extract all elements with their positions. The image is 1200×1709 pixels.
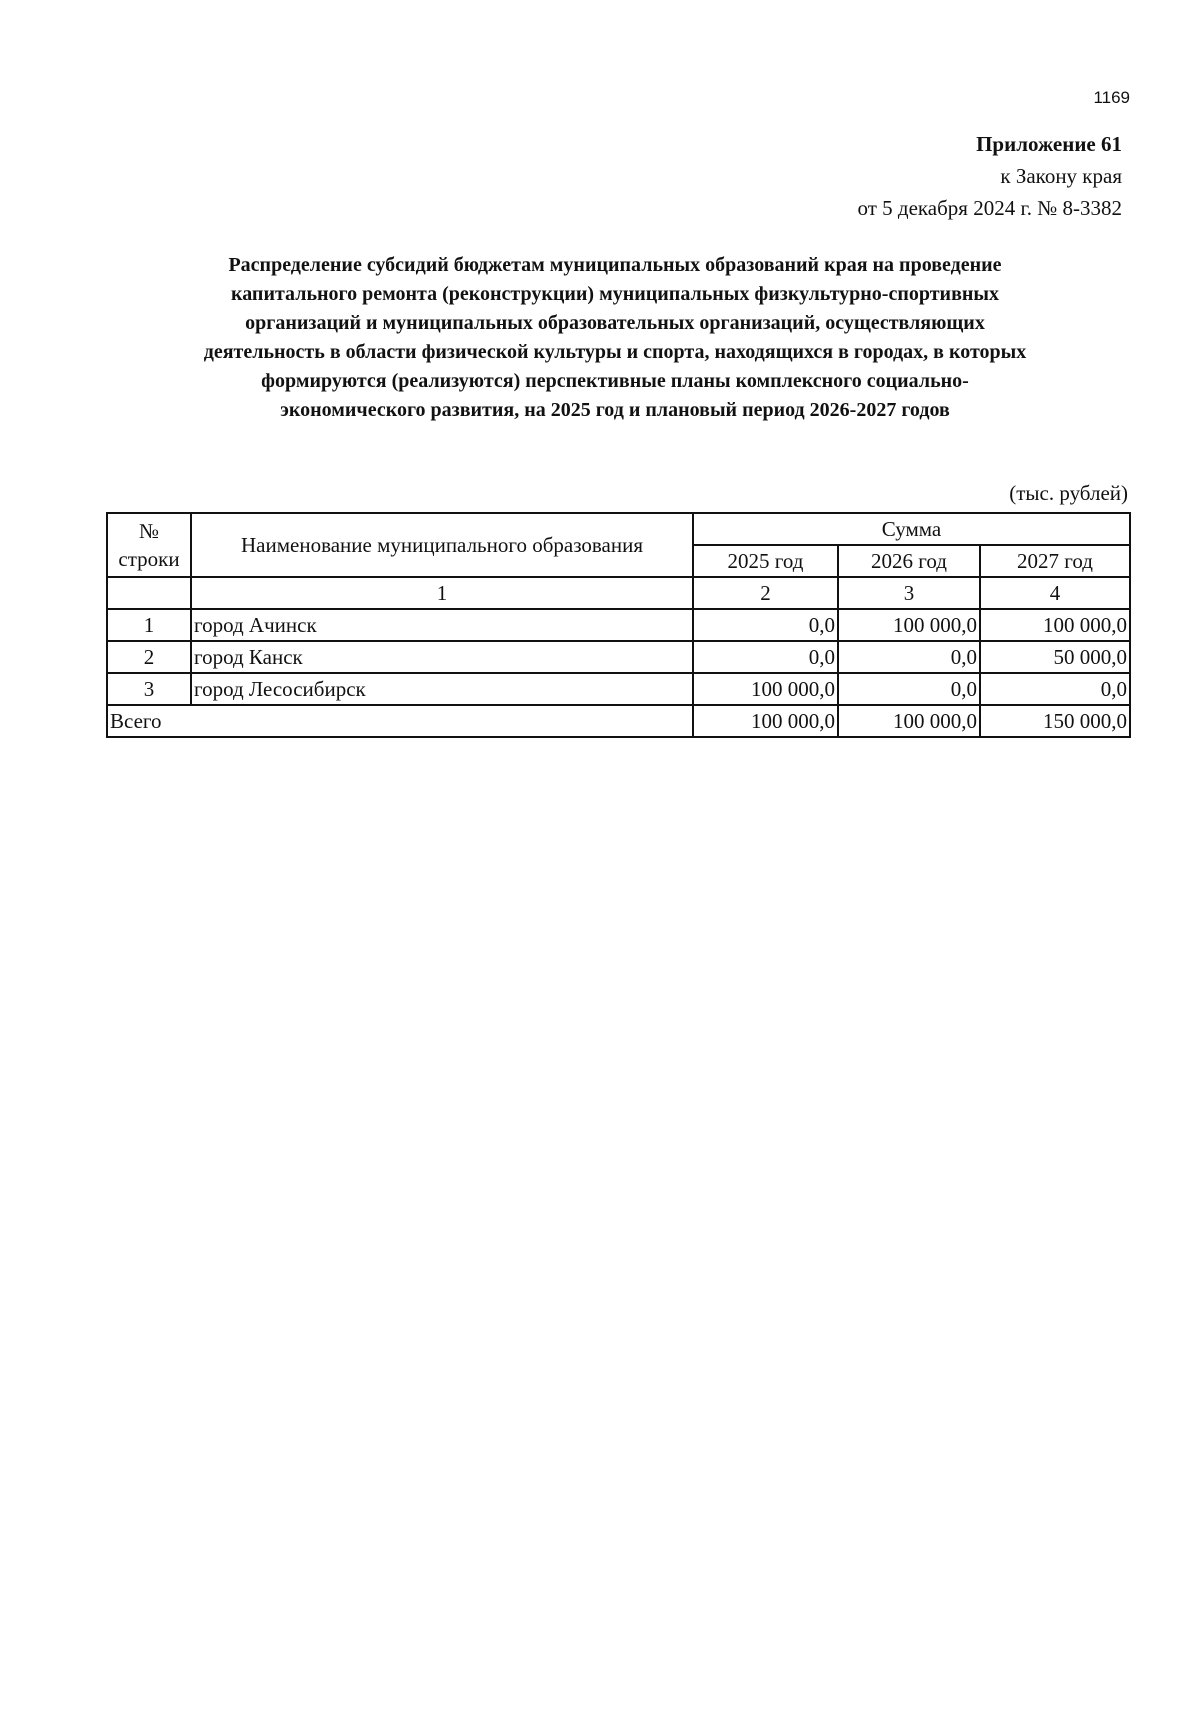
- units-label: (тыс. рублей): [1009, 481, 1128, 505]
- header-sum: Сумма: [693, 513, 1130, 545]
- total-2026: 100 000,0: [838, 705, 980, 737]
- page-number: 1169: [1093, 88, 1130, 107]
- municipality-name: город Ачинск: [191, 609, 693, 641]
- title-line: экономического развития, на 2025 год и плановый период 2026-2027 годов: [280, 399, 950, 421]
- amount-2025: 100 000,0: [693, 673, 838, 705]
- document-title: [100, 251, 1130, 425]
- subsidy-table: [106, 512, 1131, 738]
- column-numbers-row: [107, 577, 1130, 609]
- row-number: 3: [107, 673, 191, 705]
- appendix-law-reference: к Закону края: [1000, 164, 1122, 188]
- total-label: Всего: [107, 705, 693, 737]
- table-header-row: [107, 513, 1130, 545]
- header-municipality-name: Наименование муниципального образования: [191, 513, 693, 577]
- amount-2026: 0,0: [838, 673, 980, 705]
- column-number: 4: [980, 577, 1130, 609]
- table-row: [107, 673, 1130, 705]
- total-row: [107, 705, 1130, 737]
- header-row-number: № строки: [107, 513, 191, 577]
- row-number: 1: [107, 609, 191, 641]
- column-number: 1: [191, 577, 693, 609]
- title-line: организаций и муниципальных образовательных организаций, осуществляющих: [245, 312, 985, 334]
- amount-2025: 0,0: [693, 641, 838, 673]
- amount-2025: 0,0: [693, 609, 838, 641]
- amount-2027: 100 000,0: [980, 609, 1130, 641]
- amount-2026: 100 000,0: [838, 609, 980, 641]
- amount-2027: 0,0: [980, 673, 1130, 705]
- total-2025: 100 000,0: [693, 705, 838, 737]
- header-year-2027: 2027 год: [980, 545, 1130, 577]
- table-row: [107, 609, 1130, 641]
- appendix-title: Приложение 61: [976, 132, 1122, 156]
- title-line: капитального ремонта (реконструкции) муниципальных физкультурно-спортивных: [230, 283, 1000, 305]
- title-line: формируются (реализуются) перспективные планы комплексного социально-: [261, 370, 969, 392]
- row-number: 2: [107, 641, 191, 673]
- appendix-law-date: от 5 декабря 2024 г. № 8-3382: [857, 196, 1122, 220]
- appendix-block: [858, 128, 1122, 224]
- column-number-empty: [107, 577, 191, 609]
- title-line: деятельность в области физической культуры и спорта, находящихся в городах, в которых: [203, 341, 1027, 363]
- amount-2026: 0,0: [838, 641, 980, 673]
- column-number: 2: [693, 577, 838, 609]
- amount-2027: 50 000,0: [980, 641, 1130, 673]
- title-line: Распределение субсидий бюджетам муниципальных образований края на проведение: [228, 254, 1002, 276]
- table-row: [107, 641, 1130, 673]
- header-year-2025: 2025 год: [693, 545, 838, 577]
- header-year-2026: 2026 год: [838, 545, 980, 577]
- municipality-name: город Канск: [191, 641, 693, 673]
- total-2027: 150 000,0: [980, 705, 1130, 737]
- municipality-name: город Лесосибирск: [191, 673, 693, 705]
- column-number: 3: [838, 577, 980, 609]
